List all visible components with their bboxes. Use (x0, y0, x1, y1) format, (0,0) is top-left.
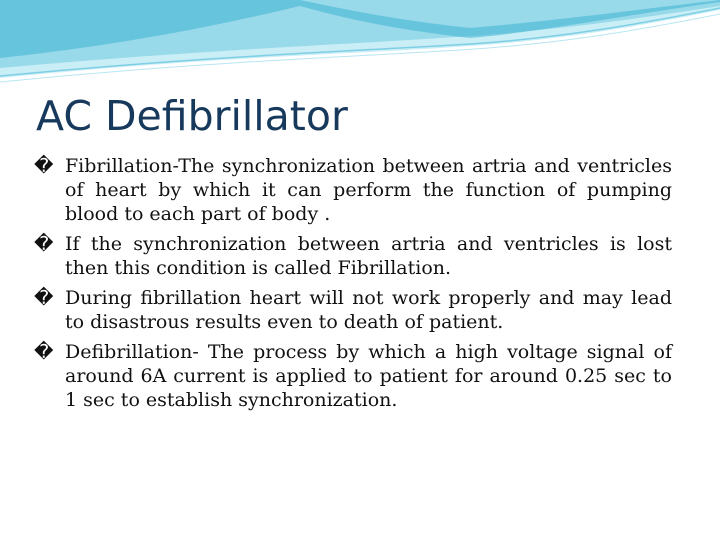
bullet-replacement-glyph-icon: � (34, 155, 54, 177)
bullet-text: Fibrillation-The synchronization between artria and ventricles of heart by which it can perform the function of pumping blood to each part of body . (65, 155, 672, 225)
bullet-list (34, 154, 672, 418)
bullet-text: Defibrillation- The process by which a high voltage signal of around 6A current is applied to patient for around 0.25 sec to 1 sec to establish synchronization. (65, 341, 672, 411)
bullet-replacement-glyph-icon: � (34, 287, 54, 309)
bullet-item (34, 340, 672, 412)
header-wave-decoration (0, 0, 720, 90)
bullet-text: During fibrillation heart will not work properly and may lead to disastrous results even to death of patient. (65, 287, 672, 333)
bullet-item (34, 286, 672, 334)
bullet-item (34, 232, 672, 280)
bullet-replacement-glyph-icon: � (34, 233, 54, 255)
slide-title: AC Defibrillator (36, 92, 348, 140)
bullet-text: If the synchronization between artria and ventricles is lost then this condition is called Fibrillation. (65, 233, 672, 279)
bullet-replacement-glyph-icon: � (34, 341, 54, 363)
bullet-item (34, 154, 672, 226)
